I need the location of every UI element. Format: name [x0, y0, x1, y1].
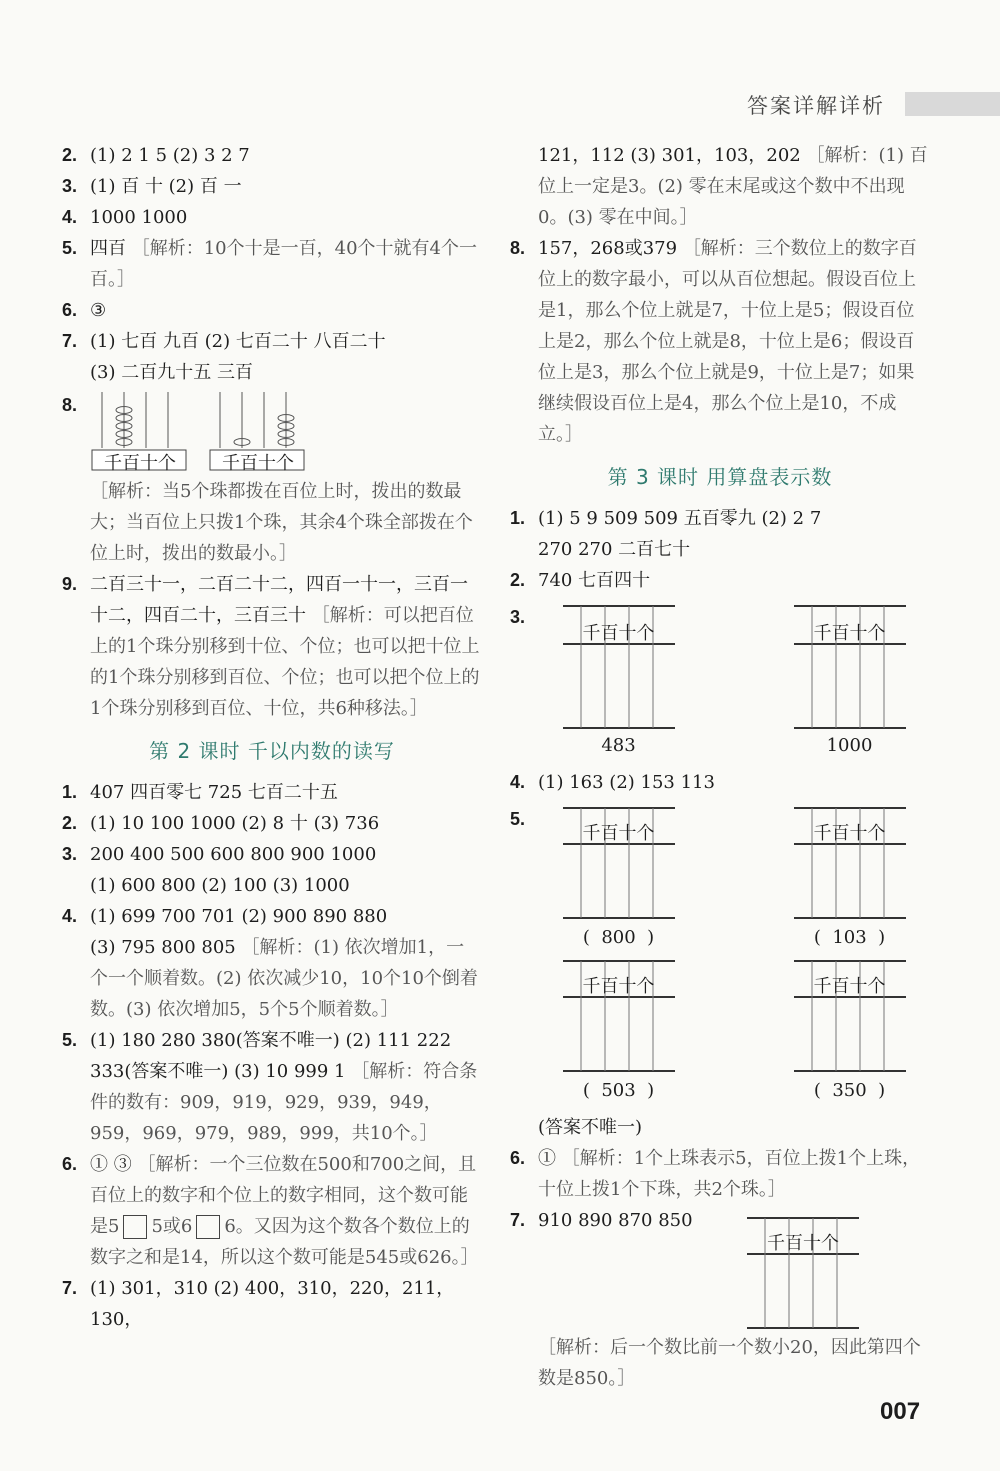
s2-answer-7: 7. (1) 301，310 (2) 400，310，220，211，130， — [62, 1278, 455, 1330]
analysis: ［解析：一个三位数在500和700之间，且百位上的数字和个位上的数字相同，这个数可能是5 5或6 6。又因为这个数各个数位上的数字之和是14，所以这个数可能是545或626。］ — [90, 1154, 479, 1268]
page-number: 007 — [880, 1398, 921, 1425]
abacus-103: 千百十个 ( 103 ) — [813, 823, 886, 948]
answer-7-continued: 121，112 (3) 301，103，202 ［解析：(1) 百位上一定是3。(2) 零在末尾或这个数中不出现0。(3) 零在中间。］ — [538, 145, 928, 228]
s3-answer-7: 7. 910 890 870 850 千百十个 ［解析：后一个数比前一个数小20，因此第四个数是850。］ — [510, 1205, 930, 1394]
left-column — [62, 140, 482, 1335]
abacus-1000: 千百十个 1000 — [813, 623, 886, 756]
section-title-3: 第 3 课时 用算盘表示数 — [607, 465, 833, 489]
analysis: ［解析：10个十是一百，40个十就有4个一百。］ — [90, 238, 477, 290]
abacus-350: 千百十个 ( 350 ) — [813, 976, 886, 1101]
blank-box — [196, 1215, 220, 1239]
s3-answer-5: 5. 千百十个 ( 800 ) 千百十个 ( 103 ) 千百十个 ( 503 ) 千百十个 ( 350 ) (答案不唯一) — [510, 804, 930, 1143]
analysis: ［解析：符合条件的数有：909，919，929，939，949，959，969，979，989，999，共10个。］ — [90, 1061, 478, 1144]
answer-5: 5. 四百 ［解析：10个十是一百，40个十就有4个一百。］ — [62, 238, 477, 290]
answer-8-right: 8. 157，268或379 ［解析：三个数位上的数字百位上的数字最小，可以从百位想起。假设百位上是1，那么个位上就是7，十位上是5；假设百位上是2，那么个位上就是8，十位上是6；假设百位上是3，那么个位上就是9，十位上是7；如果继续假设百位上是4，那么个位上是10，不成立。］ — [510, 238, 917, 445]
analysis: ［解析：后一个数比前一个数小20，因此第四个数是850。］ — [538, 1337, 921, 1389]
abacus-483: 千百十个 483 — [582, 623, 655, 756]
analysis: ［解析：(1) 百位上一定是3。(2) 零在末尾或这个数中不出现0。(3) 零在中间。］ — [538, 145, 928, 228]
s3-answer-6: 6. ① ［解析：1个上珠表示5，百位上拨1个上珠，十位上拨1个下珠，共2个珠。］ — [510, 1148, 921, 1200]
analysis: ［解析：可以把百位上的1个珠分别移到十位、个位；也可以把十位上的1个珠分别移到百位、个位；也可以把个位上的1个珠分别移到百位、十位，共6种移法。］ — [90, 605, 480, 719]
abacus-850: 千百十个 — [767, 1233, 839, 1254]
s2-answer-3: 3. 200 400 500 600 800 900 1000 (1) 600 800 (2) 100 (3) 1000 — [62, 844, 377, 896]
s2-answer-6: 6. ① ③ ［解析：一个三位数在500和700之间，且百位上的数字和个位上的数字相同，这个数可能是5 5或6 6。又因为这个数各个数位上的数字之和是14，所以这个数可能是545或626。］ — [62, 1154, 479, 1268]
section-title-2: 第 2 课时 千以内数的读写 — [149, 739, 395, 763]
answer-8: 8. 千百十个 千百十个 ［解析：当5个珠都拨在百位上时，拨出的数最大；当百位上只拨1个珠，其余4个珠全部拨在个位上时，拨出的数最小。］ — [62, 390, 482, 569]
s3-answer-2: 2. 740 七百四十 — [510, 570, 651, 591]
analysis: ［解析：当5个珠都拨在百位上时，拨出的数最大；当百位上只拨1个珠，其余4个珠全部拨在个位上时，拨出的数最小。］ — [90, 481, 473, 564]
note: (答案不唯一) — [538, 1117, 643, 1138]
answer-3: 3. (1) 百 十 (2) 百 一 — [62, 176, 242, 197]
analysis: ［解析：三个数位上的数字百位上的数字最小，可以从百位想起。假设百位上是1，那么个位上就是7，十位上是5；假设百位上是2，那么个位上就是8，十位上是6；假设百位上是3，那么个位上就是9，十位上是7；如果继续假设百位上是4，那么个位上是10，不成立。］ — [538, 238, 917, 445]
s2-answer-1: 1. 407 四百零七 725 七百二十五 — [62, 782, 338, 803]
s2-answer-5: 5. (1) 180 280 380(答案不唯一) (2) 111 222 333(答案不唯一) (3) 10 999 1 ［解析：符合条件的数有：909，919，929，939，949，959，969，979，989，999，共10个。］ — [62, 1030, 478, 1144]
s2-answer-2: 2. (1) 10 100 1000 (2) 8 十 (3) 736 — [62, 813, 380, 834]
abacus-800: 千百十个 ( 800 ) — [582, 823, 655, 948]
answer-9: 9. 二百三十一，二百二十二，四百一十一，三百一十二，四百二十，三百三十 ［解析：可以把百位上的1个珠分别移到十位、个位；也可以把十位上的1个珠分别移到百位、个位；也可以把个位上的1个珠分别移到百位、十位，共6种移法。］ — [62, 574, 480, 719]
analysis: ［解析：(1) 依次增加1，一个一个顺着数。(2) 依次减少10，10个10个倒着数。(3) 依次增加5，5个5个顺着数。］ — [90, 937, 478, 1020]
abacus-min: 千百十个 — [208, 390, 308, 472]
header-bar — [905, 92, 1000, 116]
s2-answer-4: 4. (1) 699 700 701 (2) 900 890 880 (3) 795 800 805 ［解析：(1) 依次增加1，一个一个顺着数。(2) 依次减少10，10个10个倒着数。(3) 依次增加5，5个5个顺着数。］ — [62, 906, 478, 1020]
s3-answer-3: 3. 千百十个 483 千百十个 1000 — [510, 602, 930, 761]
abacus-max: 千百十个 — [90, 390, 190, 472]
blank-box — [123, 1215, 147, 1239]
answer-4: 4. 1000 1000 — [62, 207, 188, 228]
s3-answer-1: 1. (1) 5 9 509 509 五百零九 (2) 2 7 270 270 二百七十 — [510, 508, 822, 560]
answer-6: 6. ③ — [62, 300, 107, 321]
answer-2: 2. (1) 2 1 5 (2) 3 2 7 — [62, 145, 250, 166]
abacus-503: 千百十个 ( 503 ) — [582, 976, 655, 1101]
header-title: 答案详解详析 — [747, 94, 885, 118]
s3-answer-4: 4. (1) 163 (2) 153 113 — [510, 772, 715, 793]
answer-7: 7. (1) 七百 九百 (2) 七百二十 八百二十 (3) 二百九十五 三百 — [62, 331, 386, 383]
right-column — [510, 140, 930, 1394]
page-header — [700, 88, 1000, 122]
analysis: ［解析：1个上珠表示5，百位上拨1个上珠，十位上拨1个下珠，共2个珠。］ — [538, 1148, 921, 1200]
